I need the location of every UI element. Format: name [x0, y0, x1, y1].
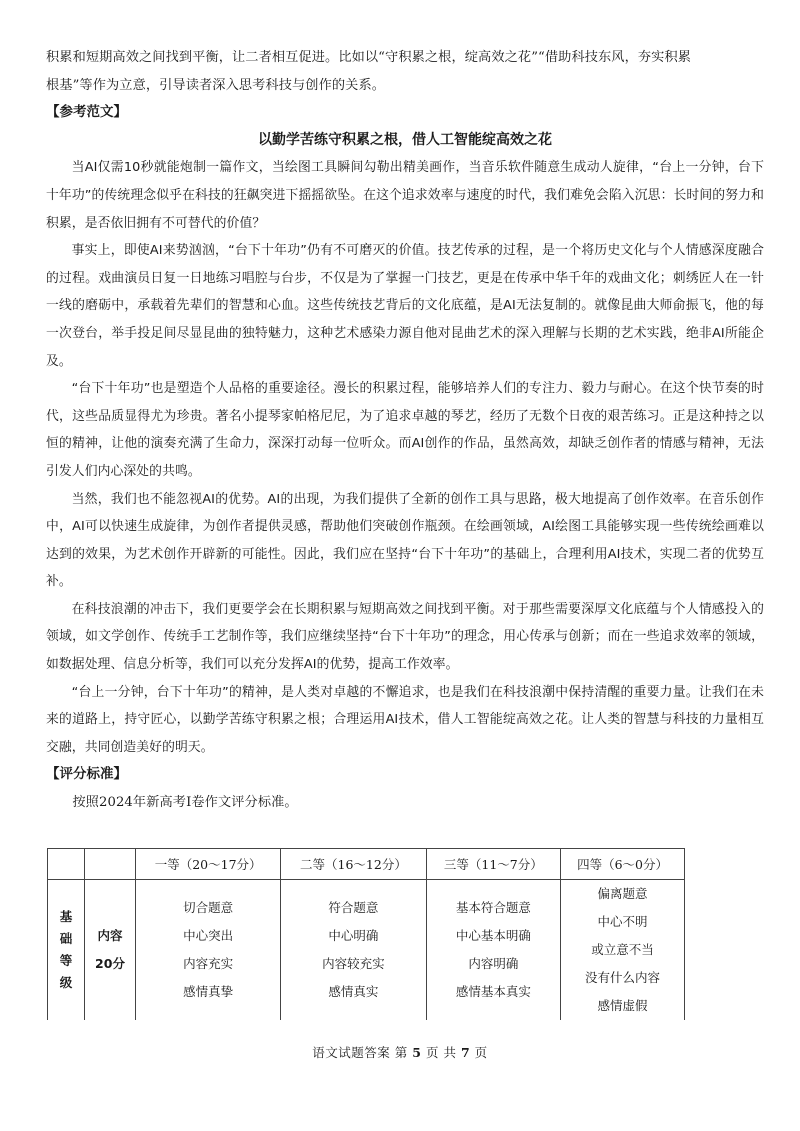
grade-2-criteria: 符合题意 中心明确 内容较充实 感情真实 [281, 880, 426, 1021]
content-criteria-row [48, 880, 685, 1021]
grade-4-criteria: 偏离题意 中心不明 或立意不当 没有什么内容 感情虚假 [561, 880, 685, 1021]
footer-title: 语文试题答案 [312, 1045, 391, 1060]
level-label: 基 础 等 级 [48, 880, 85, 1021]
essay-paragraph: 在科技浪潮的冲击下，我们更要学会在长期积累与短期高效之间找到平衡。对于那些需要深厚文化底蕴与个人情感投入的领域，如文学创作、传统手工艺制作等，我们应继续坚持“台下十年功”的理念，用心传承与创新；而在一些追求效率的领域，如数据处理、信息分析等，我们可以充分发挥AI的优势，提高工作效率。 [46, 601, 764, 673]
grade-2-header: 二等（16～12分） [281, 849, 426, 880]
scoring-table-header-row [48, 849, 685, 880]
grade-4-header: 四等（6～0分） [561, 849, 685, 880]
grade-1-criteria: 切合题意 中心突出 内容充实 感情真挚 [136, 880, 281, 1021]
reference-essay [46, 127, 764, 762]
empty-corner-cell [85, 849, 136, 880]
grade-3-criteria: 基本符合题意 中心基本明确 内容明确 感情基本真实 [426, 880, 561, 1021]
intro-line-2: 根基”等作为立意，引导读者深入思考科技与创作的关系。 [46, 77, 386, 93]
intro-line-1: 积累和短期高效之间找到平衡，让二者相互促进。比如以“守积累之根，绽高效之花”“借助科技东风，夯实积累 [46, 50, 692, 65]
grade-1-header: 一等（20～17分） [136, 849, 281, 880]
scoring-note: 按照2024年新高考Ⅰ卷作文评分标准。 [72, 795, 298, 811]
essay-title: 以勤学苦练守积累之根，借人工智能绽高效之花 [258, 131, 552, 148]
scoring-heading: 【评分标准】 [46, 766, 127, 783]
essay-paragraph: 当然，我们也不能忽视AI的优势。AI的出现，为我们提供了全新的创作工具与思路，极大地提高了创作效率。在音乐创作中，AI可以快速生成旋律，为创作者提供灵感，帮助他们突破创作瓶颈。在绘画领域，AI绘图工具能够实现一些传统绘画难以达到的效果，为艺术创作开辟新的可能性。因此，我们应在坚持“台下十年功”的基础上，合理利用AI技术，实现二者的优势互补。 [46, 491, 764, 590]
page-footer: 语文试题答案 第 5 页 共 7 页 [312, 1045, 488, 1060]
essay-paragraph: “台上一分钟，台下十年功”的精神，是人类对卓越的不懈追求，也是我们在科技浪潮中保持清醒的重要力量。让我们在未来的道路上，持守匠心，以勤学苦练守积累之根；合理运用AI技术，借人工智能绽高效之花。让人类的智慧与科技的力量相互交融，共同创造美好的明天。 [46, 684, 764, 755]
aspect-label: 内容 20分 [85, 880, 136, 1021]
current-page-number: 5 [412, 1045, 422, 1060]
essay-paragraph: 事实上，即使AI来势汹汹，“台下十年功”仍有不可磨灭的价值。技艺传承的过程，是一个将历史文化与个人情感深度融合的过程。戏曲演员日复一日地练习唱腔与台步，不仅是为了掌握一门技艺，更是在传承中华千年的戏曲文化；刺绣匠人在一针一线的磨砺中，承载着先辈们的智慧和心血。这些传统技艺背后的文化底蕴，是AI无法复制的。就像昆曲大师俞振飞，他的每一次登台，举手投足间尽显昆曲的独特魅力，这种艺术感染力源自他对昆曲艺术的深入理解与长期的艺术实践，绝非AI所能企及。 [46, 243, 764, 369]
answer-page [46, 44, 764, 817]
essay-paragraph: “台下十年功”也是塑造个人品格的重要途径。漫长的积累过程，能够培养人们的专注力、毅力与耐心。在这个快节奏的时代，这些品质显得尤为珍贵。著名小提琴家帕格尼尼，为了追求卓越的琴艺，经历了无数个日夜的艰苦练习。正是这种持之以恒的精神，让他的演奏充满了生命力，深深打动每一位听众。而AI创作的作品，虽然高效，却缺乏创作者的情感与精神，无法引发人们内心深处的共鸣。 [46, 381, 764, 479]
essay-paragraph: 当AI仅需10秒就能炮制一篇作文，当绘图工具瞬间勾勒出精美画作，当音乐软件随意生成动人旋律，“台上一分钟，台下十年功”的传统理念似乎在科技的狂飙突进下摇摇欲坠。在这个追求效率与速度的时代，我们难免会陷入沉思：长时间的努力和积累，是否依旧拥有不可替代的价值？ [46, 160, 764, 231]
total-page-number: 7 [460, 1045, 471, 1060]
reference-essay-heading: 【参考范文】 [46, 104, 127, 121]
empty-corner-cell [48, 849, 85, 880]
scoring-table [47, 848, 685, 1020]
grade-3-header: 三等（11～7分） [426, 849, 561, 880]
